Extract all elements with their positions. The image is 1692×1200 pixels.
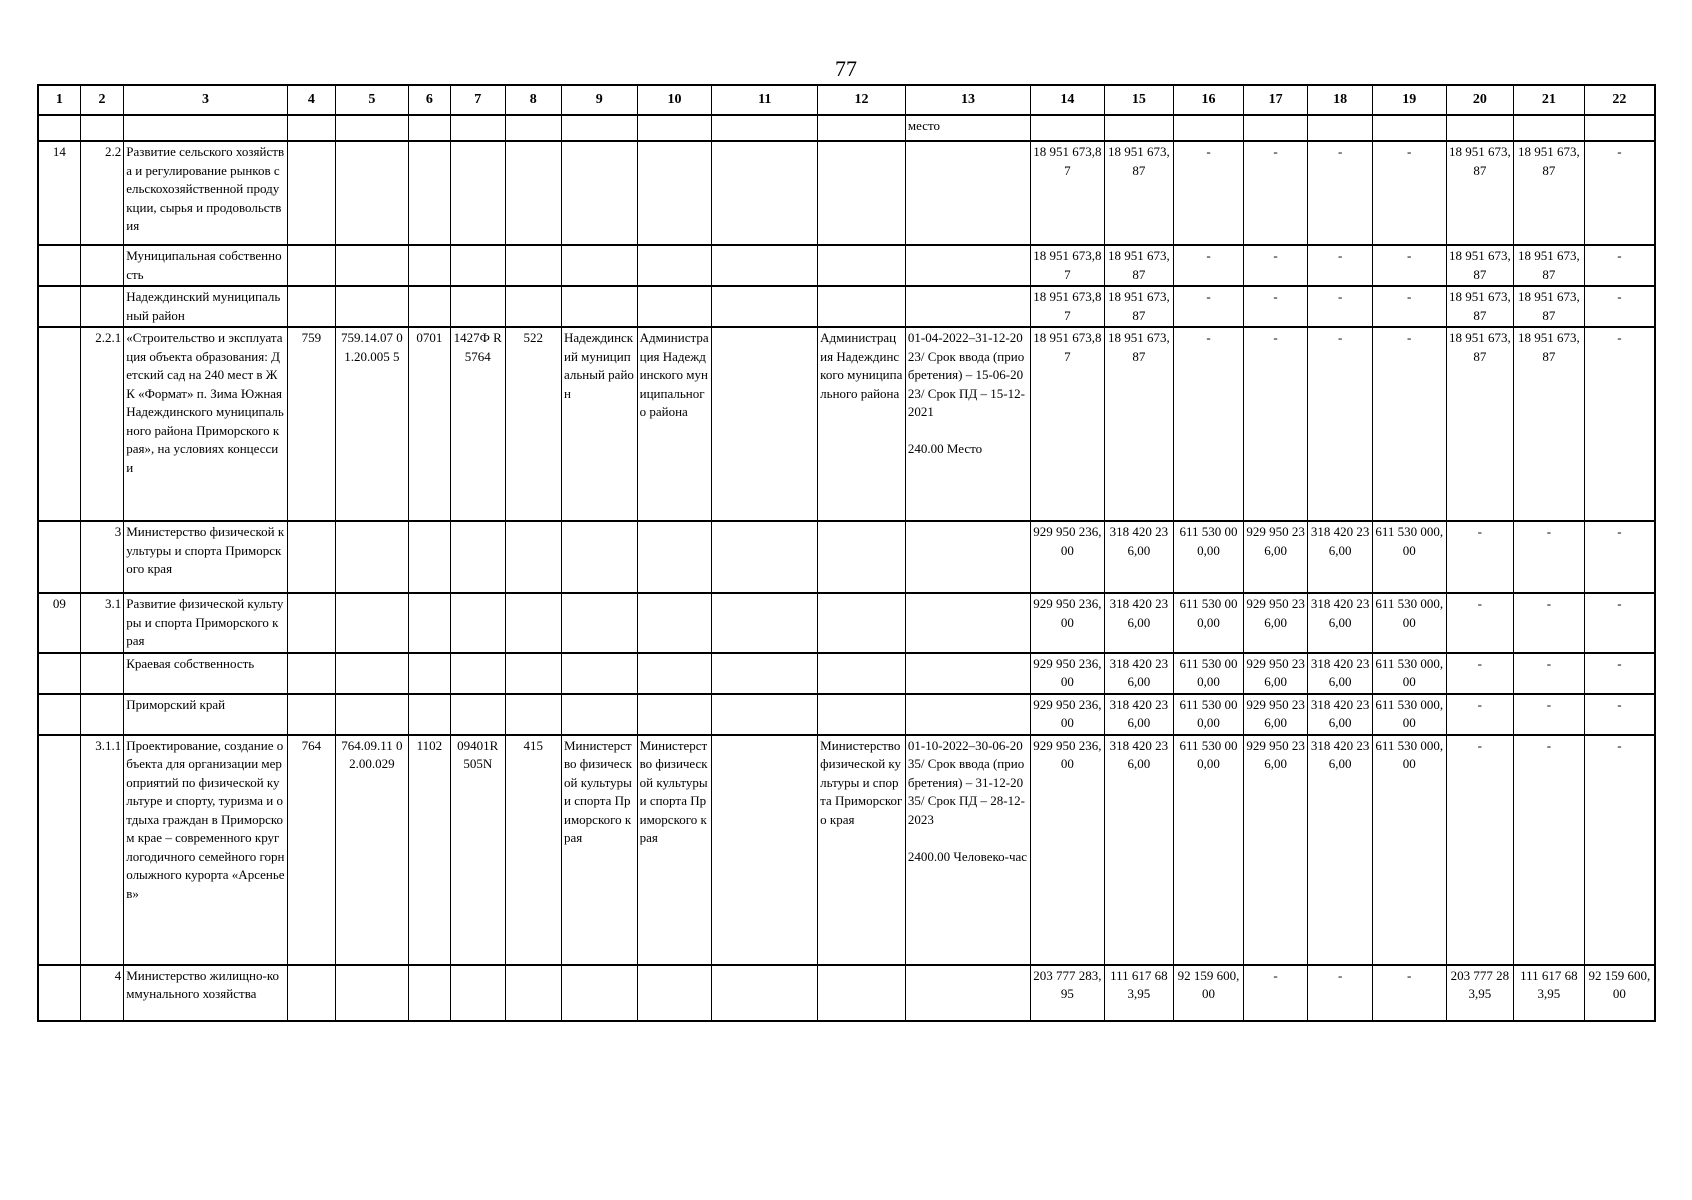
table-cell-col-20: - [1446,694,1514,735]
column-header-18: 18 [1308,85,1373,115]
table-cell-col-15: 318 420 236,00 [1104,521,1174,593]
table-cell-col-3: Краевая собственность [124,653,287,694]
table-cell-col-18: 318 420 236,00 [1308,653,1373,694]
table-cell-col-17: - [1243,286,1308,327]
column-header-3: 3 [124,85,287,115]
table-cell-col-10 [637,694,712,735]
table-cell-col-21: 18 951 673,87 [1514,327,1585,521]
table-cell-col-13 [905,694,1030,735]
table-row [38,593,1655,653]
table-cell-col-6 [408,965,450,1021]
table-cell-col-14: 929 950 236,00 [1031,593,1105,653]
table-cell-col-5 [336,653,409,694]
column-header-20: 20 [1446,85,1514,115]
table-cell-col-15: 18 951 673,87 [1104,141,1174,245]
table-cell-col-14: 929 950 236,00 [1031,653,1105,694]
table-cell-col-5 [336,245,409,286]
table-cell-col-18: 318 420 236,00 [1308,593,1373,653]
table-cell-col-9 [561,245,637,286]
table-cell-col-14: 18 951 673,87 [1031,141,1105,245]
table-cell-col-8: 415 [505,735,561,965]
table-cell-col-3: Муниципальная собственность [124,245,287,286]
table-cell-col-19: 611 530 000,00 [1372,735,1446,965]
table-cell-col-19: 611 530 000,00 [1372,521,1446,593]
table-cell-col-5 [336,115,409,141]
table-cell-col-15: 318 420 236,00 [1104,593,1174,653]
table-row [38,521,1655,593]
table-cell-col-4 [287,286,335,327]
table-cell-col-9 [561,521,637,593]
table-cell-col-2: 3 [80,521,123,593]
table-cell-col-15: 318 420 236,00 [1104,653,1174,694]
table-cell-col-15: 18 951 673,87 [1104,286,1174,327]
table-cell-col-1 [38,735,80,965]
table-cell-col-16 [1174,115,1244,141]
table-cell-col-2: 3.1 [80,593,123,653]
column-header-4: 4 [287,85,335,115]
table-cell-col-11 [712,286,818,327]
table-cell-col-2 [80,694,123,735]
table-cell-col-10 [637,593,712,653]
table-cell-col-13 [905,965,1030,1021]
table-cell-col-19: - [1372,245,1446,286]
table-cell-col-3: Проектирование, создание объекта для организации мероприятий по физической культуре и спорту, туризма и отдыха граждан в Приморском крае – современного круглогодичного семейного горнолыжного курорта «Арсеньев» [124,735,287,965]
table-cell-col-7 [451,521,505,593]
table-cell-col-16: 611 530 000,00 [1174,653,1244,694]
table-cell-col-8 [505,286,561,327]
table-cell-col-12 [818,521,906,593]
table-cell-col-7: 1427Ф R5764 [451,327,505,521]
table-cell-col-20 [1446,115,1514,141]
table-cell-col-9 [561,286,637,327]
table-cell-col-17: 929 950 236,00 [1243,593,1308,653]
table-cell-col-12 [818,115,906,141]
table-cell-col-15 [1104,115,1174,141]
table-cell-col-16: 611 530 000,00 [1174,735,1244,965]
table-cell-col-10: Министерство физической культуры и спорта Приморского края [637,735,712,965]
column-header-19: 19 [1372,85,1446,115]
table-cell-col-2: 4 [80,965,123,1021]
table-cell-col-10 [637,141,712,245]
table-cell-col-2: 2.2.1 [80,327,123,521]
table-cell-col-16: 611 530 000,00 [1174,694,1244,735]
table-row [38,694,1655,735]
table-cell-col-1 [38,653,80,694]
column-header-7: 7 [451,85,505,115]
table-cell-col-19 [1372,115,1446,141]
table-cell-col-2 [80,653,123,694]
table-cell-col-7: 09401R 505N [451,735,505,965]
table-cell-col-7 [451,245,505,286]
table-cell-col-15: 111 617 683,95 [1104,965,1174,1021]
table-cell-col-15: 318 420 236,00 [1104,735,1174,965]
table-cell-col-18: 318 420 236,00 [1308,521,1373,593]
table-cell-col-1 [38,327,80,521]
table-cell-col-11 [712,245,818,286]
column-number-row [38,85,1655,115]
table-cell-col-7 [451,115,505,141]
table-cell-col-6 [408,653,450,694]
table-cell-col-4 [287,694,335,735]
table-cell-col-18: - [1308,141,1373,245]
table-row [38,653,1655,694]
table-cell-col-17 [1243,115,1308,141]
table-cell-col-20: 18 951 673,87 [1446,286,1514,327]
table-cell-col-8: 522 [505,327,561,521]
table-cell-col-6: 1102 [408,735,450,965]
table-cell-col-3: Развитие физической культуры и спорта Приморского края [124,593,287,653]
table-cell-col-17: 929 950 236,00 [1243,694,1308,735]
table-cell-col-16: 92 159 600,00 [1174,965,1244,1021]
table-cell-col-13 [905,286,1030,327]
table-cell-col-22: - [1584,141,1655,245]
table-cell-col-22: 92 159 600,00 [1584,965,1655,1021]
table-cell-col-18: 318 420 236,00 [1308,694,1373,735]
table-cell-col-16: 611 530 000,00 [1174,593,1244,653]
table-cell-col-17: - [1243,965,1308,1021]
table-cell-col-11 [712,115,818,141]
table-cell-col-14: 18 951 673,87 [1031,327,1105,521]
table-cell-col-8 [505,694,561,735]
table-cell-col-22: - [1584,735,1655,965]
table-cell-col-5 [336,141,409,245]
table-cell-col-2: 2.2 [80,141,123,245]
table-cell-col-22 [1584,115,1655,141]
table-cell-col-16: 611 530 000,00 [1174,521,1244,593]
column-header-11: 11 [712,85,818,115]
column-header-5: 5 [336,85,409,115]
table-cell-col-3: Развитие сельского хозяйства и регулирование рынков сельскохозяйственной продукции, сырья и продовольствия [124,141,287,245]
table-cell-col-5: 759.14.07 01.20.005 5 [336,327,409,521]
table-cell-col-22: - [1584,694,1655,735]
table-cell-col-20: 18 951 673,87 [1446,245,1514,286]
table-cell-col-17: 929 950 236,00 [1243,735,1308,965]
table-cell-col-6: 0701 [408,327,450,521]
table-cell-col-10 [637,115,712,141]
table-cell-col-22: - [1584,653,1655,694]
table-cell-col-4 [287,653,335,694]
table-cell-col-21: - [1514,694,1585,735]
table-cell-col-19: - [1372,965,1446,1021]
table-cell-col-7 [451,965,505,1021]
table-cell-col-12 [818,141,906,245]
table-cell-col-20: - [1446,735,1514,965]
table-cell-col-6 [408,141,450,245]
table-row [38,286,1655,327]
table-cell-col-21: - [1514,735,1585,965]
table-cell-col-9 [561,593,637,653]
table-cell-col-7 [451,694,505,735]
table-cell-col-1: 09 [38,593,80,653]
table-cell-col-8 [505,521,561,593]
table-cell-col-21 [1514,115,1585,141]
table-cell-col-22: - [1584,521,1655,593]
table-cell-col-3: «Строительство и эксплуатация объекта образования: Детский сад на 240 мест в ЖК «Формат» п. Зима Южная Надеждинского муниципального района Приморского края», на условиях концессии [124,327,287,521]
table-cell-col-8 [505,245,561,286]
table-cell-col-20: - [1446,653,1514,694]
table-cell-col-20: 18 951 673,87 [1446,141,1514,245]
page-number: 77 [835,56,857,81]
table-cell-col-4: 764 [287,735,335,965]
table-cell-col-7 [451,286,505,327]
table-cell-col-5 [336,965,409,1021]
table-cell-col-14: 929 950 236,00 [1031,694,1105,735]
table-cell-col-21: 18 951 673,87 [1514,245,1585,286]
table-cell-col-4: 759 [287,327,335,521]
table-cell-col-13: место [905,115,1030,141]
table-cell-col-10 [637,286,712,327]
table-cell-col-13 [905,653,1030,694]
table-cell-col-11 [712,735,818,965]
table-cell-col-4 [287,115,335,141]
table-cell-col-11 [712,141,818,245]
table-cell-col-11 [712,327,818,521]
table-cell-col-4 [287,245,335,286]
table-row [38,141,1655,245]
table-cell-col-18: - [1308,965,1373,1021]
table-cell-col-13 [905,141,1030,245]
table-cell-col-15: 18 951 673,87 [1104,245,1174,286]
table-cell-col-6 [408,286,450,327]
table-cell-col-18 [1308,115,1373,141]
column-header-6: 6 [408,85,450,115]
table-cell-col-22: - [1584,245,1655,286]
table-cell-col-16: - [1174,286,1244,327]
table-cell-col-17: 929 950 236,00 [1243,521,1308,593]
table-cell-col-7 [451,593,505,653]
table-cell-col-2 [80,245,123,286]
table-cell-col-1 [38,245,80,286]
table-cell-col-10 [637,653,712,694]
table-cell-col-4 [287,593,335,653]
table-cell-col-11 [712,593,818,653]
column-header-22: 22 [1584,85,1655,115]
table-cell-col-9: Надеждинский муниципальный район [561,327,637,521]
table-cell-col-6 [408,694,450,735]
table-cell-col-19: - [1372,141,1446,245]
table-cell-col-5 [336,286,409,327]
table-cell-col-13 [905,245,1030,286]
table-cell-col-6 [408,593,450,653]
table-cell-col-19: - [1372,286,1446,327]
table-cell-col-11 [712,521,818,593]
table-cell-col-11 [712,653,818,694]
table-cell-col-12 [818,593,906,653]
column-header-17: 17 [1243,85,1308,115]
table-cell-col-7 [451,141,505,245]
table-cell-col-21: 18 951 673,87 [1514,141,1585,245]
table-cell-col-21: - [1514,593,1585,653]
table-cell-col-4 [287,141,335,245]
table-cell-col-21: - [1514,521,1585,593]
table-cell-col-17: - [1243,141,1308,245]
table-cell-col-10 [637,521,712,593]
table-cell-col-14 [1031,115,1105,141]
table-cell-col-12 [818,245,906,286]
table-cell-col-20: 18 951 673,87 [1446,327,1514,521]
table-cell-col-16: - [1174,327,1244,521]
table-cell-col-14: 929 950 236,00 [1031,521,1105,593]
table-row [38,965,1655,1021]
table-cell-col-6 [408,115,450,141]
column-header-9: 9 [561,85,637,115]
table-cell-col-8 [505,593,561,653]
table-cell-col-10: Администрация Надеждинского муниципального района [637,327,712,521]
table-row [38,115,1655,141]
table-cell-col-6 [408,245,450,286]
table-cell-col-20: - [1446,521,1514,593]
table-cell-col-11 [712,694,818,735]
table-cell-col-9 [561,965,637,1021]
table-row [38,735,1655,965]
table-cell-col-3: Приморский край [124,694,287,735]
table-cell-col-8 [505,115,561,141]
table-cell-col-20: 203 777 283,95 [1446,965,1514,1021]
table-cell-col-1 [38,965,80,1021]
table-cell-col-17: - [1243,245,1308,286]
table-cell-col-14: 929 950 236,00 [1031,735,1105,965]
table-cell-col-18: 318 420 236,00 [1308,735,1373,965]
table-cell-col-22: - [1584,593,1655,653]
table-cell-col-6 [408,521,450,593]
table-cell-col-12: Администрация Надеждинского муниципального района [818,327,906,521]
table-cell-col-13: 01-04-2022–31-12-2023/ Срок ввода (приобретения) – 15-06-2023/ Срок ПД – 15-12-2021 240.00 Место [905,327,1030,521]
table-cell-col-20: - [1446,593,1514,653]
table-cell-col-22: - [1584,327,1655,521]
table-cell-col-5 [336,694,409,735]
table-cell-col-9: Министерство физической культуры и спорта Приморского края [561,735,637,965]
column-header-2: 2 [80,85,123,115]
column-header-13: 13 [905,85,1030,115]
table-cell-col-2: 3.1.1 [80,735,123,965]
table-cell-col-15: 18 951 673,87 [1104,327,1174,521]
table-cell-col-4 [287,965,335,1021]
table-cell-col-5 [336,521,409,593]
table-cell-col-3: Надеждинский муниципальный район [124,286,287,327]
table-cell-col-1 [38,115,80,141]
column-header-12: 12 [818,85,906,115]
table-row [38,245,1655,286]
table-cell-col-11 [712,965,818,1021]
table-cell-col-12 [818,694,906,735]
table-cell-col-2 [80,286,123,327]
table-cell-col-12: Министерство физической культуры и спорта Приморского края [818,735,906,965]
table-cell-col-4 [287,521,335,593]
table-cell-col-19: - [1372,327,1446,521]
table-cell-col-8 [505,965,561,1021]
table-cell-col-8 [505,653,561,694]
table-cell-col-18: - [1308,286,1373,327]
table-cell-col-8 [505,141,561,245]
table-cell-col-21: 111 617 683,95 [1514,965,1585,1021]
table-cell-col-3: Министерство физической культуры и спорта Приморского края [124,521,287,593]
table-cell-col-13 [905,521,1030,593]
table-cell-col-16: - [1174,245,1244,286]
table-cell-col-14: 203 777 283,95 [1031,965,1105,1021]
table-cell-col-16: - [1174,141,1244,245]
table-cell-col-22: - [1584,286,1655,327]
table-cell-col-3: Министерство жилищно-коммунального хозяйства [124,965,287,1021]
budget-table [37,84,1656,1022]
column-header-1: 1 [38,85,80,115]
table-cell-col-1: 14 [38,141,80,245]
table-cell-col-14: 18 951 673,87 [1031,286,1105,327]
table-cell-col-21: - [1514,653,1585,694]
column-header-14: 14 [1031,85,1105,115]
table-cell-col-7 [451,653,505,694]
table-cell-col-9 [561,694,637,735]
table-cell-col-9 [561,653,637,694]
table-cell-col-2 [80,115,123,141]
table-cell-col-13 [905,593,1030,653]
table-cell-col-1 [38,521,80,593]
table-row [38,327,1655,521]
column-header-10: 10 [637,85,712,115]
table-cell-col-19: 611 530 000,00 [1372,694,1446,735]
table-cell-col-9 [561,141,637,245]
table-cell-col-15: 318 420 236,00 [1104,694,1174,735]
table-cell-col-1 [38,694,80,735]
table-cell-col-18: - [1308,327,1373,521]
table-cell-col-19: 611 530 000,00 [1372,653,1446,694]
table-cell-col-14: 18 951 673,87 [1031,245,1105,286]
column-header-21: 21 [1514,85,1585,115]
table-cell-col-1 [38,286,80,327]
table-cell-col-19: 611 530 000,00 [1372,593,1446,653]
table-cell-col-17: - [1243,327,1308,521]
table-cell-col-9 [561,115,637,141]
table-cell-col-18: - [1308,245,1373,286]
column-header-15: 15 [1104,85,1174,115]
table-cell-col-13: 01-10-2022–30-06-2035/ Срок ввода (приобретения) – 31-12-2035/ Срок ПД – 28-12-2023 2400.00 Человеко-час [905,735,1030,965]
table-cell-col-5: 764.09.11 02.00.029 [336,735,409,965]
table-cell-col-3 [124,115,287,141]
table-cell-col-10 [637,965,712,1021]
table-cell-col-12 [818,286,906,327]
table-cell-col-21: 18 951 673,87 [1514,286,1585,327]
table-cell-col-5 [336,593,409,653]
table-cell-col-12 [818,653,906,694]
table-cell-col-12 [818,965,906,1021]
table-cell-col-10 [637,245,712,286]
table-cell-col-17: 929 950 236,00 [1243,653,1308,694]
column-header-16: 16 [1174,85,1244,115]
column-header-8: 8 [505,85,561,115]
